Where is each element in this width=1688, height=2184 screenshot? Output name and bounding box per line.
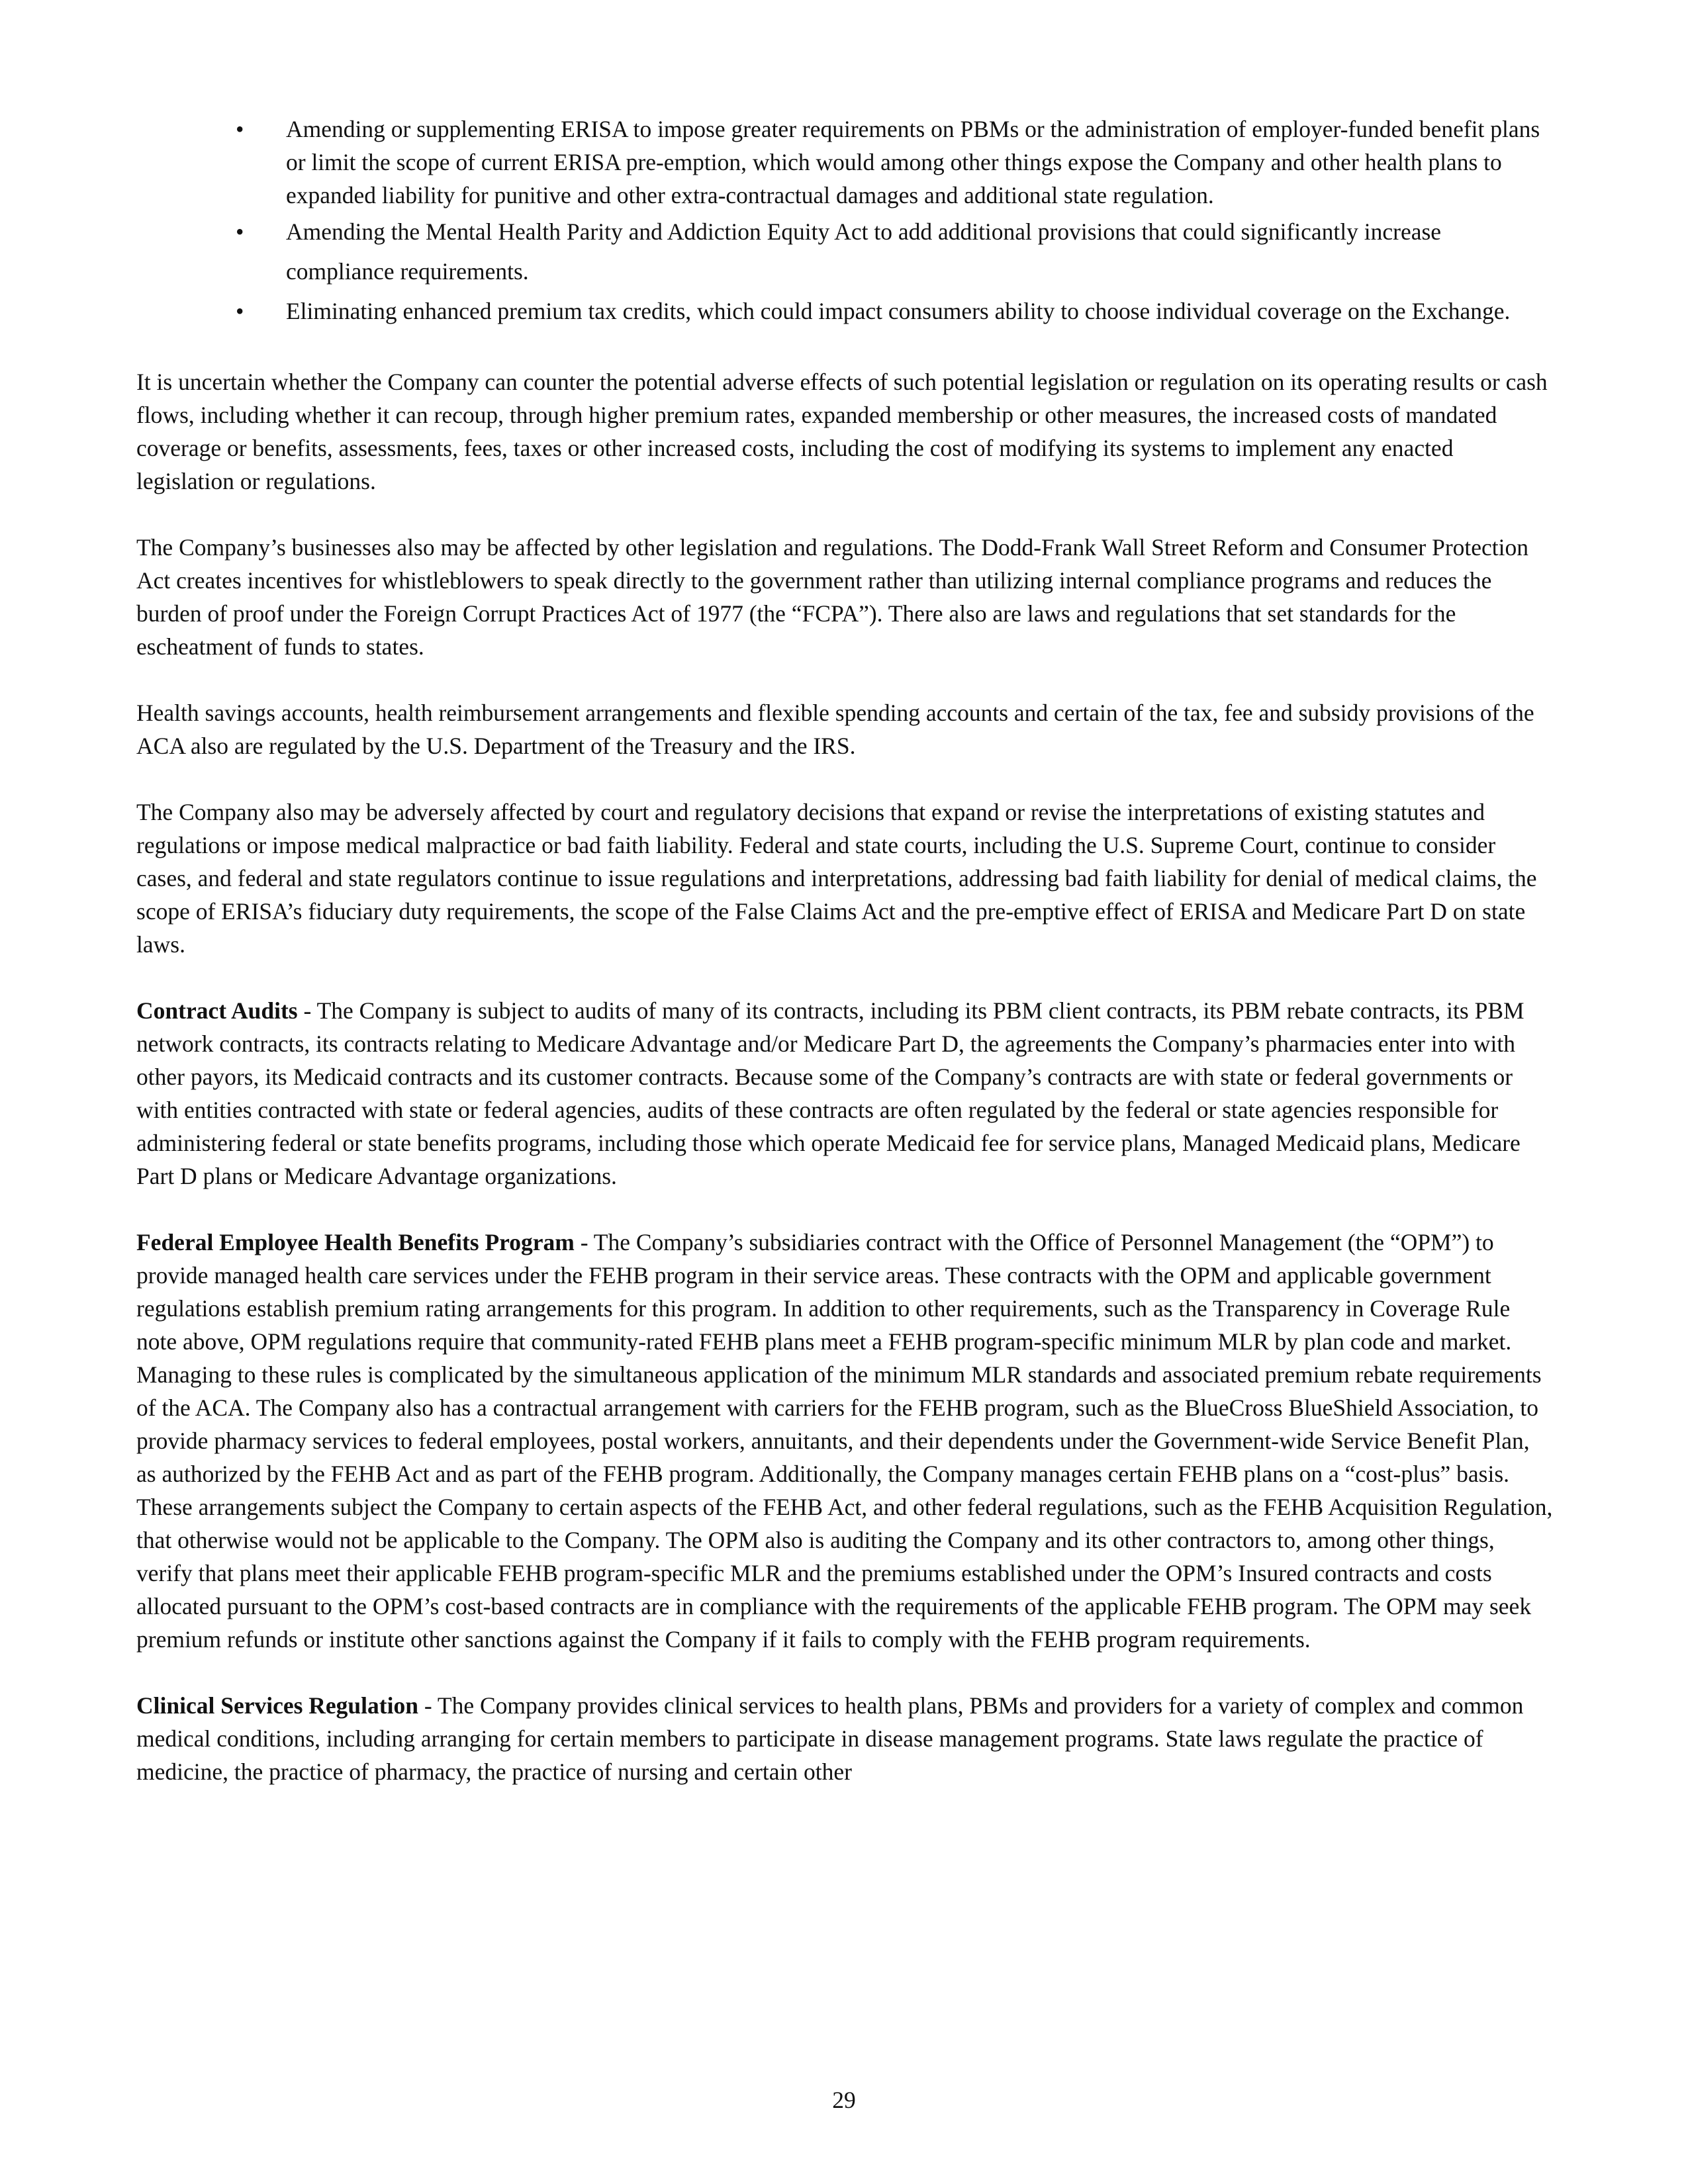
section-fehb-program — [136, 1226, 1553, 1656]
paragraph: The Company also may be adversely affected by court and regulatory decisions that expand or revise the interpretations of existing statutes and regulations or impose medical malpractice or bad faith liability. Federal and state courts, including the U.S. Supreme Court, continue to consider cases, and federal and state regulators continue to issue regulations and interpretations, addressing bad faith liability for denial of medical claims, the scope of ERISA’s fiduciary duty requirements, the scope of the False Claims Act and the pre-emptive effect of ERISA and Medicare Part D on state laws. — [136, 799, 1537, 958]
paragraph: It is uncertain whether the Company can counter the potential adverse effects of such potential legislation or regulation on its operating results or cash flows, including whether it can recoup, through higher premium rates, expanded membership or other measures, the increased costs of mandated coverage or benefits, assessments, fees, taxes or other increased costs, including the cost of modifying its systems to implement any enacted legislation or regulations. — [136, 369, 1548, 494]
paragraph: Health savings accounts, health reimbursement arrangements and flexible spending accounts and certain of the tax, fee and subsidy provisions of the ACA also are regulated by the U.S. Department of the Treasury and the IRS. — [136, 700, 1534, 759]
section-body: - The Company provides clinical services to health plans, PBMs and providers for a variety of complex and common medical conditions, including arranging for certain members to participate in disease management programs. State laws regulate the practice of medicine, the practice of pharmacy, the practice of nursing and certain other — [136, 1692, 1524, 1785]
document-page — [136, 113, 1553, 1788]
bullet-item — [136, 291, 1553, 331]
bullet-list — [136, 113, 1553, 331]
bullet-text: Eliminating enhanced premium tax credits, which could impact consumers ability to choose individual coverage on the Exchange. — [286, 298, 1511, 324]
bullet-text: Amending or supplementing ERISA to impose greater requirements on PBMs or the administration of employer-funded benefit plans or limit the scope of current ERISA pre-emption, which would among other things expose the Company and other health plans to expanded liability for punitive and other extra-contractual damages and additional state regulation. — [286, 116, 1540, 208]
bullet-icon: • — [236, 298, 244, 324]
bullet-item — [136, 113, 1553, 212]
paragraph: The Company’s businesses also may be affected by other legislation and regulations. The Dodd-Frank Wall Street Reform and Consumer Protection Act creates incentives for whistleblowers to speak directly to the government rather than utilizing internal compliance programs and reduces the burden of proof under the Foreign Corrupt Practices Act of 1977 (the “FCPA”). There also are laws and regulations that set standards for the escheatment of funds to states. — [136, 534, 1529, 660]
bullet-icon: • — [236, 116, 244, 142]
bullet-item — [136, 212, 1553, 291]
section-heading: Clinical Services Regulation — [136, 1692, 418, 1719]
section-heading: Contract Audits — [136, 997, 298, 1024]
bullet-text: Amending the Mental Health Parity and Addiction Equity Act to add additional provisions that could significantly increase compliance requirements. — [286, 218, 1442, 285]
section-body: - The Company is subject to audits of many of its contracts, including its PBM client contracts, its PBM rebate contracts, its PBM network contracts, its contracts relating to Medicare Advantage and/or Medicare Part D, the agreements the Company’s pharmacies enter into with other payors, its Medicaid contracts and its customer contracts. Because some of the Company’s contracts are with state or federal governments or with entities contracted with state or federal agencies, audits of these contracts are often regulated by the federal or state agencies responsible for administering federal or state benefits programs, including those which operate Medicaid fee for service plans, Managed Medicaid plans, Medicare Part D plans or Medicare Advantage organizations. — [136, 997, 1524, 1189]
bullet-icon: • — [236, 218, 244, 245]
section-body: - The Company’s subsidiaries contract with the Office of Personnel Management (the “OPM”) to provide managed health care services under the FEHB program in their service areas. These contracts with the OPM and applicable government regulations establish premium rating arrangements for this program. In addition to other requirements, such as the Transparency in Coverage Rule note above, OPM regulations require that community-rated FEHB plans meet a FEHB program-specific minimum MLR by plan code and market. Managing to these rules is complicated by the simultaneous application of the minimum MLR standards and associated premium rebate requirements of the ACA. The Company also has a contractual arrangement with carriers for the FEHB program, such as the BlueCross BlueShield Association, to provide pharmacy services to federal employees, postal workers, annuitants, and their dependents under the Government-wide Service Benefit Plan, as authorized by the FEHB Act and as part of the FEHB program. Additionally, the Company manages certain FEHB plans on a “cost-plus” basis. These arrangements subject the Company to certain aspects of the FEHB Act, and other federal regulations, such as the FEHB Acquisition Regulation, that otherwise would not be applicable to the Company. The OPM also is auditing the Company and its other contractors to, among other things, verify that plans meet their applicable FEHB program-specific MLR and the premiums established under the OPM’s Insured contracts and costs allocated pursuant to the OPM’s cost-based contracts are in compliance with the requirements of the applicable FEHB program. The OPM may seek premium refunds or institute other sanctions against the Company if it fails to comply with the FEHB program requirements. — [136, 1229, 1553, 1653]
section-clinical-services — [136, 1689, 1553, 1788]
page-number: 29 — [832, 2087, 856, 2113]
section-contract-audits — [136, 994, 1553, 1193]
section-heading: Federal Employee Health Benefits Program — [136, 1229, 575, 1255]
